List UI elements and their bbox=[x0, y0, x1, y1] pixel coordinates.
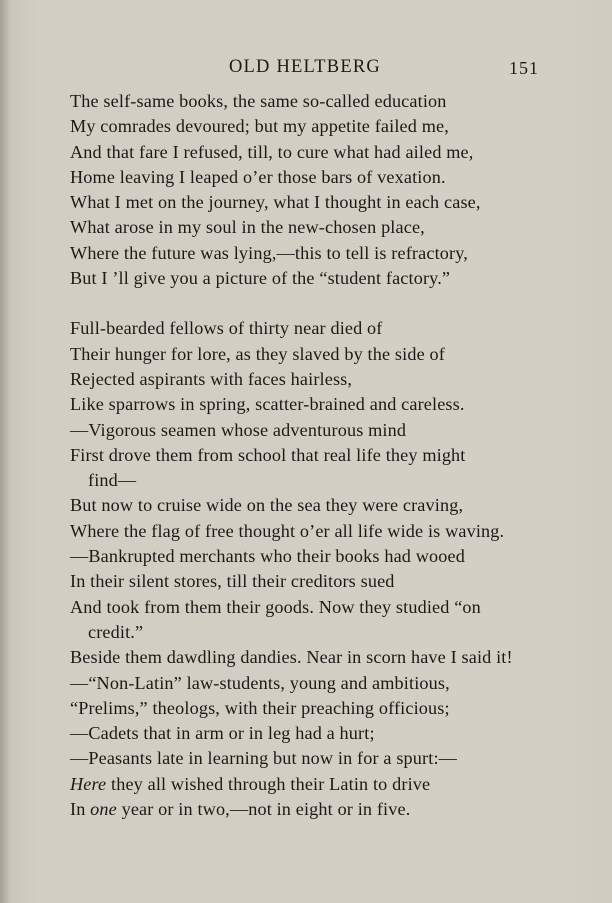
verse-line: First drove them from school that real life they might bbox=[70, 444, 466, 465]
poem-body bbox=[70, 89, 550, 822]
verse-line-prefix: In bbox=[70, 799, 91, 820]
verse-line: Like sparrows in spring, scatter-brained and careless. bbox=[70, 394, 465, 415]
verse-line: Rejected aspirants with faces hairless, bbox=[70, 368, 353, 389]
italic-word: one bbox=[90, 799, 117, 820]
binding-shadow bbox=[0, 0, 10, 903]
verse-line: Their hunger for lore, as they slaved by the side of bbox=[70, 343, 445, 364]
verse-line: What I met on the journey, what I thought in each case, bbox=[70, 192, 481, 213]
verse-line: The self-same books, the same so-called education bbox=[70, 91, 447, 111]
verse-line-rest: year or in two,—not in eight or in five. bbox=[116, 799, 411, 820]
verse-line bbox=[70, 772, 550, 797]
verse-line: —Peasants late in learning but now in for a spurt:— bbox=[70, 748, 457, 769]
verse-line: —Cadets that in arm or in leg had a hurt; bbox=[70, 723, 375, 744]
stanza-1 bbox=[70, 89, 550, 291]
verse-line: What arose in my soul in the new-chosen place, bbox=[70, 217, 425, 238]
verse-line: Full-bearded fellows of thirty near died of bbox=[70, 318, 383, 339]
page-number: 151 bbox=[509, 58, 539, 78]
verse-line: Where the future was lying,—this to tell is refractory, bbox=[70, 242, 468, 263]
stanza-2 bbox=[70, 316, 550, 822]
verse-line: Where the flag of free thought o’er all life wide is waving. bbox=[70, 520, 505, 541]
italic-word: Here bbox=[70, 773, 107, 794]
verse-line-continuation: credit.” bbox=[88, 621, 144, 642]
verse-line-continuation: find— bbox=[88, 470, 137, 491]
verse-line: But I ’ll give you a picture of the “student factory.” bbox=[70, 268, 451, 289]
running-head bbox=[0, 57, 612, 79]
verse-line: —Bankrupted merchants who their books had wooed bbox=[70, 546, 465, 567]
verse-line: And that fare I refused, till, to cure what had ailed me, bbox=[70, 141, 474, 162]
running-title: OLD HELTBERG bbox=[229, 57, 381, 77]
verse-line: “Prelims,” theologs, with their preaching officious; bbox=[70, 697, 450, 718]
verse-line: My comrades devoured; but my appetite failed me, bbox=[70, 116, 449, 137]
verse-line bbox=[70, 797, 550, 822]
verse-line: —“Non-Latin” law-students, young and ambitious, bbox=[70, 672, 450, 693]
verse-line: But now to cruise wide on the sea they were craving, bbox=[70, 495, 464, 516]
verse-line: Home leaving I leaped o’er those bars of vexation. bbox=[70, 166, 446, 187]
verse-line: In their silent stores, till their creditors sued bbox=[70, 571, 395, 592]
verse-line: —Vigorous seamen whose adventurous mind bbox=[70, 419, 407, 440]
verse-line: And took from them their goods. Now they studied “on bbox=[70, 596, 481, 617]
verse-line-rest: they all wished through their Latin to drive bbox=[106, 773, 431, 794]
verse-line: Beside them dawdling dandies. Near in scorn have I said it! bbox=[70, 647, 513, 668]
